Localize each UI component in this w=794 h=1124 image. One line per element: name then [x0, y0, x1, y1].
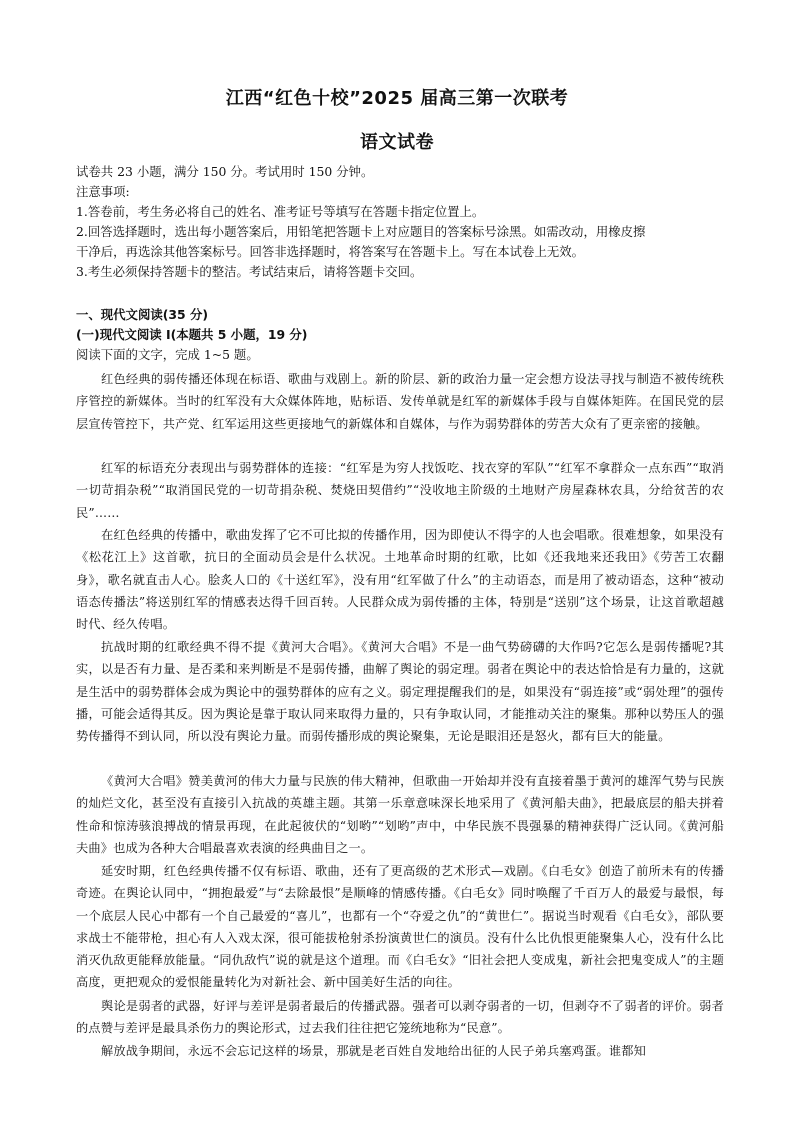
article-paragraph-3: 在红色经典的传播中，歌曲发挥了它不可比拟的传播作用，因为即使认不得字的人也会唱歌。很难想象，如果没有《松花江上》这首歌，抗日的全面动员会是什么状况。土地革命时期的红歌，比如《还我地来还我田》《劳苦工农翻身》，歌名就直击人心。脍炙人口的《十送红军》，没有用“红军做了什么”的主动语态，而是用了被动语态，这种“被动语态传播法”将送别红军的情感表达得千回百转。人民群众成为弱传播的主体，特别是“送别”这个场景，让这首歌超越时代、经久传唱。: [76, 528, 724, 632]
article-paragraph-7: 舆论是弱者的武器，好评与差评是弱者最后的传播武器。强者可以剥夺弱者的一切，但剥夺不了弱者的评价。弱者的点赞与差评是最具杀伤力的舆论形式，过去我们往往把它笼统地称为“民意”。: [76, 999, 724, 1036]
article-paragraph-4: 抗战时期的红歌经典不得不提《黄河大合唱》。《黄河大合唱》不是一曲气势磅礴的大作吗?它怎么是弱传播呢?其实，以是否有力量、是否柔和来判断是不是弱传播，曲解了舆论的弱定理。弱者在舆论中的表达恰恰是有力量的，这就是生活中的弱势群体会成为舆论中的强势群体的应有之义。弱定理提醒我们的是，如果没有“弱连接”或“弱处理”的强传播，可能会适得其反。因为舆论是靠于取认同来取得力量的，只有争取认同，才能推动关注的聚集。那种以势压人的强势传播得不到认同，所以没有舆论力量。而弱传播形成的舆论聚集，无论是眼泪还是怒火，都有巨大的能量。: [76, 640, 724, 744]
note-item-3: 3.考生必须保持答题卡的整洁。考试结束后，请将答题卡交回。: [76, 264, 423, 279]
exam-summary: 试卷共 23 小题，满分 150 分。考试用时 150 分钟。: [76, 164, 374, 179]
exam-title: 江西“红色十校”2025 届高三第一次联考: [225, 88, 569, 109]
section-heading: 一、现代文阅读(35 分): [76, 307, 209, 322]
article-paragraph-2: 红军的标语充分表现出与弱势群体的连接：“红军是为穷人找饭吃、找衣穿的军队”“红军不拿群众一点东西”“取消一切苛捐杂税”“取消国民党的一切苛捐杂税、焚烧田契借约”“没收地主阶级的土地财产房屋森林农具，分给贫苦的农民”……: [76, 461, 724, 520]
notes-heading: 注意事项:: [76, 184, 130, 199]
reading-instruction: 阅读下面的文字，完成 1~5 题。: [76, 347, 259, 362]
article-paragraph-8: 解放战争期间，永远不会忘记这样的场景，那就是老百姓自发地给出征的人民子弟兵塞鸡蛋。谁都知: [101, 1044, 647, 1058]
article-paragraph-5: 《黄河大合唱》赞美黄河的伟大力量与民族的伟大精神，但歌曲一开始却并没有直接着墨于黄河的雄浑气势与民族的灿烂文化，甚至没有直接引入抗战的英雄主题。其第一乐章意味深长地采用了《黄河船夫曲》，把最底层的船夫拼着性命和惊涛骇浪搏战的情景再现，在此起彼伏的“划哟”“划哟”声中，中华民族不畏强暴的精神获得广泛认同。《黄河船夫曲》也成为各种大合唱最喜欢表演的经典曲目之一。: [76, 774, 724, 855]
exam-subtitle: 语文试卷: [360, 132, 434, 153]
article-paragraph-1: 红色经典的弱传播还体现在标语、歌曲与戏剧上。新的阶层、新的政治力量一定会想方设法寻找与制造不被传统秩序管控的新媒体。当时的红军没有大众媒体阵地，贴标语、发传单就是红军的新媒体手段与自媒体矩阵。在国民党的层层宣传管控下，共产党、红军运用这些更接地气的新媒体和自媒体，与作为弱势群体的劳苦大众有了更亲密的接触。: [76, 372, 724, 431]
note-item-2-cont: 干净后，再选涂其他答案标号。回答非选择题时，将答案写在答题卡上。写在本试卷上无效。: [76, 244, 585, 259]
note-item-2: 2.回答选择题时，选出每小题答案后，用铅笔把答题卡上对应题目的答案标号涂黑。如需改动，用橡皮擦: [76, 224, 646, 239]
subsection-heading: (一)现代文阅读 I(本题共 5 小题，19 分): [76, 327, 308, 342]
note-item-1: 1.答卷前，考生务必将自己的姓名、准考证号等填写在答题卡指定位置上。: [76, 204, 485, 219]
article-paragraph-6: 延安时期，红色经典传播不仅有标语、歌曲，还有了更高级的艺术形式—戏剧。《白毛女》创造了前所未有的传播奇迹。在舆论认同中，“拥抱最爱”与“去除最恨”是顺峰的情感传播。《白毛女》同时唤醒了千百万人的最爱与最恨，每一个底层人民心中都有一个自己最爱的“喜儿”，也都有一个“夺爱之仇”的“黄世仁”。据说当时观看《白毛女》，部队要求战士不能带枪，担心有人入戏太深，很可能拔枪射杀扮演黄世仁的演员。没有什么比仇恨更能聚集人心，没有什么比消灭仇敌更能释放能量。“同仇敌忾”说的就是这个道理。而《白毛女》“旧社会把人变成鬼，新社会把鬼变成人”的主题高度，更把观众的爱恨能量转化为对新社会、新中国美好生活的向往。: [76, 864, 724, 990]
